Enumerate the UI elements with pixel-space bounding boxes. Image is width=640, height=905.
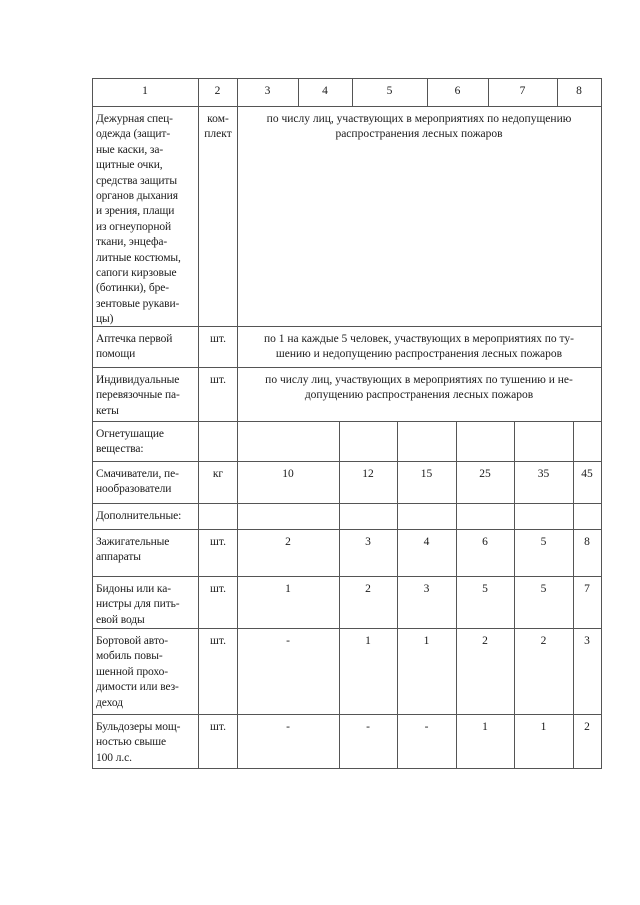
row-5-name bbox=[96, 509, 196, 524]
row-6-name-line: аппараты bbox=[96, 551, 141, 564]
row-8-name-line: димости или вез- bbox=[96, 681, 179, 694]
row-0-note bbox=[239, 112, 599, 143]
row-8-value-8: 3 bbox=[584, 635, 590, 647]
table-rule bbox=[92, 367, 602, 368]
row-4-name bbox=[96, 467, 196, 498]
row-6-name bbox=[96, 535, 196, 566]
row-7-value-4: 2 bbox=[365, 583, 371, 595]
row-4-value-5: 15 bbox=[420, 468, 433, 480]
row-4-value-4: 12 bbox=[362, 468, 374, 480]
row-1-name-line: помощи bbox=[96, 348, 136, 361]
row-0-name-line: сапоги кирзовые bbox=[96, 267, 177, 280]
row-5-name-line: Дополнительные: bbox=[96, 510, 182, 522]
row-9-value-8: 2 bbox=[584, 721, 590, 733]
row-6-value-8: 8 bbox=[584, 536, 590, 548]
table-rule bbox=[92, 78, 602, 79]
row-3-name-line: вещества: bbox=[96, 443, 144, 456]
row-6-value-7: 5 bbox=[540, 536, 547, 548]
row-1-name-line: Аптечка первой bbox=[96, 333, 173, 345]
row-9-value-4: - bbox=[366, 721, 370, 733]
row-8-name bbox=[96, 634, 196, 711]
row-0-name-line: литные костюмы, bbox=[96, 251, 181, 264]
row-8-unit bbox=[199, 634, 237, 649]
row-7-unit bbox=[199, 582, 237, 597]
table-rule bbox=[92, 503, 602, 504]
row-4-value-3: 10 bbox=[282, 468, 294, 480]
row-0-name-line: Дежурная спец- bbox=[96, 113, 173, 125]
row-6-value-5: 4 bbox=[423, 536, 430, 548]
row-9-value-3: - bbox=[286, 721, 290, 733]
header-cell-8: 8 bbox=[576, 85, 582, 97]
row-1-note-line: по 1 на каждые 5 человек, участвующих в мероприятиях по ту- bbox=[263, 333, 574, 345]
header-cell-3: 3 bbox=[264, 85, 271, 97]
row-1-unit-line: шт. bbox=[210, 333, 226, 345]
row-1-note bbox=[239, 332, 599, 363]
row-0-name-line: ные каски, за- bbox=[96, 143, 164, 156]
row-0-name-line: ткани, энцефа- bbox=[96, 236, 168, 249]
table-rule bbox=[601, 78, 602, 769]
header-cell-6: 6 bbox=[454, 85, 461, 97]
row-9-value-7: 1 bbox=[540, 721, 547, 733]
row-8-value-6: 2 bbox=[482, 635, 488, 647]
table-rule bbox=[92, 768, 602, 769]
row-4-unit bbox=[199, 467, 237, 482]
table-rule bbox=[92, 461, 602, 462]
row-8-name-line: Бортовой авто- bbox=[96, 635, 169, 647]
row-3-name-line: Огнетушащие bbox=[96, 428, 164, 440]
row-3-name bbox=[96, 427, 196, 458]
row-8-value-7: 2 bbox=[540, 635, 547, 647]
row-6-value-6: 6 bbox=[482, 536, 488, 548]
table-rule bbox=[198, 78, 199, 769]
header-cell-4: 4 bbox=[322, 85, 328, 97]
row-8-value-3: - bbox=[286, 635, 290, 647]
row-7-value-8: 7 bbox=[584, 583, 590, 595]
header-cell-1: 1 bbox=[142, 85, 148, 97]
row-7-value-6: 5 bbox=[482, 583, 488, 595]
row-8-unit-line: шт. bbox=[210, 635, 226, 647]
row-4-unit-line: кг bbox=[212, 468, 224, 480]
row-6-value-4: 3 bbox=[365, 536, 371, 548]
row-2-unit-line: шт. bbox=[210, 374, 226, 386]
row-9-name bbox=[96, 720, 196, 766]
row-7-value-7: 5 bbox=[540, 583, 547, 595]
row-0-name-line: одежда (защит- bbox=[96, 128, 171, 141]
row-0-unit-line: плект bbox=[204, 128, 232, 141]
row-6-unit-line: шт. bbox=[210, 536, 226, 548]
row-9-unit bbox=[199, 720, 237, 735]
row-0-name-line: средства защиты bbox=[96, 174, 177, 187]
row-7-name-line: евой воды bbox=[96, 613, 145, 626]
header-cell-7: 7 bbox=[519, 85, 526, 97]
row-7-name bbox=[96, 582, 196, 628]
row-0-note-line: по числу лиц, участвующих в мероприятиях по недопущению bbox=[266, 113, 572, 125]
row-2-note-line: допущению распространения лесных пожаров bbox=[304, 389, 534, 402]
row-0-note-line: распространения лесных пожаров bbox=[335, 128, 503, 141]
row-1-note-line: шению и недопущению распространения лесных пожаров bbox=[275, 348, 563, 361]
row-0-name-line: щитные очки, bbox=[96, 159, 163, 172]
table-rule bbox=[92, 714, 602, 715]
row-8-name-line: мобиль повы- bbox=[96, 650, 163, 663]
row-7-value-3: 1 bbox=[285, 583, 291, 595]
row-7-unit-line: шт. bbox=[210, 583, 226, 595]
row-1-name bbox=[96, 332, 196, 363]
row-4-value-6: 25 bbox=[479, 468, 491, 480]
row-6-unit bbox=[199, 535, 237, 550]
table-rule bbox=[237, 78, 238, 769]
row-1-unit bbox=[199, 332, 237, 347]
row-2-unit bbox=[199, 373, 237, 388]
row-2-note-line: по числу лиц, участвующих в мероприятиях по тушению и не- bbox=[265, 374, 573, 386]
table-rule bbox=[92, 78, 93, 769]
row-4-name-line: Смачиватели, пе- bbox=[96, 468, 179, 480]
row-9-name-line: Бульдозеры мощ- bbox=[96, 721, 181, 733]
row-2-name-line: Индивидуальные bbox=[96, 374, 180, 386]
row-2-name bbox=[96, 373, 196, 419]
row-9-value-5: - bbox=[424, 721, 429, 733]
table-rule bbox=[92, 106, 602, 107]
row-4-value-8: 45 bbox=[581, 468, 593, 480]
row-7-value-5: 3 bbox=[423, 583, 430, 595]
row-4-value-7: 35 bbox=[537, 468, 550, 480]
header-cell-2: 2 bbox=[214, 85, 221, 97]
row-8-value-5: 1 bbox=[423, 635, 430, 647]
row-7-name-line: нистры для пить- bbox=[96, 598, 180, 611]
row-8-name-line: шенной прохо- bbox=[96, 665, 169, 678]
row-0-unit-line: ком- bbox=[207, 113, 229, 125]
table-rule bbox=[92, 529, 602, 530]
row-0-name-line: цы) bbox=[96, 313, 114, 326]
row-6-name-line: Зажигательные bbox=[96, 536, 170, 548]
row-0-name-line: органов дыхания bbox=[96, 190, 178, 203]
row-0-name-line: зентовые рукави- bbox=[96, 297, 180, 310]
row-9-name-line: ностью свыше bbox=[96, 736, 167, 749]
row-0-name-line: из огнеупорной bbox=[96, 220, 172, 233]
row-4-name-line: нообразователи bbox=[96, 483, 172, 496]
row-9-unit-line: шт. bbox=[210, 721, 226, 733]
row-0-name bbox=[96, 112, 196, 328]
row-0-name-line: и зрения, плащи bbox=[96, 205, 175, 218]
row-0-unit bbox=[199, 112, 237, 143]
row-2-note bbox=[239, 373, 599, 404]
row-9-value-6: 1 bbox=[482, 721, 488, 733]
row-2-name-line: перевязочные па- bbox=[96, 389, 180, 402]
header-cell-5: 5 bbox=[386, 85, 393, 97]
table-rule bbox=[92, 576, 602, 577]
row-0-name-line: (ботинки), бре- bbox=[96, 282, 169, 295]
row-8-name-line: деход bbox=[96, 696, 123, 709]
row-8-value-4: 1 bbox=[365, 635, 371, 647]
table-rule bbox=[92, 421, 602, 422]
row-6-value-3: 2 bbox=[285, 536, 291, 548]
row-9-name-line: 100 л.с. bbox=[96, 751, 132, 764]
row-7-name-line: Бидоны или ка- bbox=[96, 583, 171, 595]
row-2-name-line: кеты bbox=[96, 404, 119, 417]
